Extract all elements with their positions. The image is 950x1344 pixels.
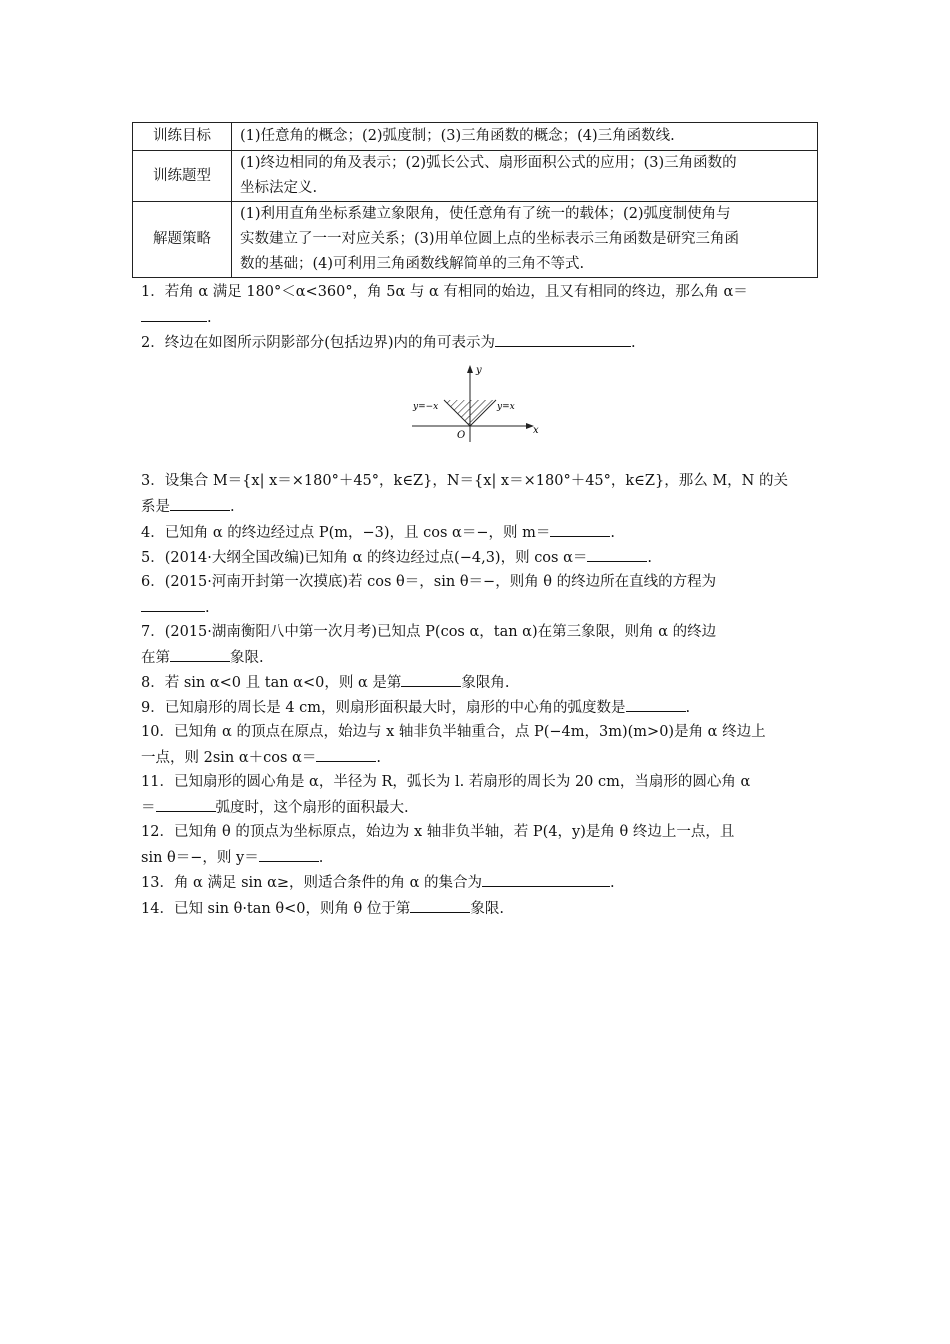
question-text: 在第 — [141, 650, 170, 666]
answer-blank[interactable] — [495, 330, 631, 347]
question-text: 5．(2014·大纲全国改编)已知角 α 的终边经过点(−4,3)，则 cos α＝ — [141, 550, 588, 566]
question-text: . — [376, 750, 381, 766]
question-line — [141, 845, 821, 871]
question-text: sin θ＝−，则 y＝ — [141, 850, 259, 866]
answer-blank[interactable] — [316, 745, 376, 762]
question-10 — [141, 720, 821, 771]
question-text: 13．角 α 满足 sin α≥，则适合条件的角 α 的集合为 — [141, 875, 483, 891]
answer-blank[interactable] — [482, 870, 610, 887]
answer-blank[interactable] — [141, 595, 205, 612]
x-axis-label: x — [533, 425, 539, 436]
row-line: 实数建立了一一对应关系；(3)用单位圆上点的坐标表示三角函数是研究三角函 — [240, 231, 740, 247]
line-label-right: y=x — [497, 402, 515, 412]
answer-blank[interactable] — [550, 520, 610, 537]
table-row — [133, 151, 818, 202]
question-3 — [141, 469, 821, 520]
question-text: . — [685, 700, 691, 716]
shaded-region-figure — [410, 362, 540, 444]
row-line: 坐标法定义. — [240, 180, 318, 196]
question-text: . — [647, 550, 652, 566]
question-text: 系是 — [141, 499, 170, 515]
question-text: 象限角. — [461, 675, 510, 691]
answer-blank[interactable] — [141, 305, 207, 322]
question-text: 象限. — [470, 901, 505, 917]
question-line — [141, 645, 821, 671]
question-text: . — [610, 525, 615, 541]
answer-blank[interactable] — [587, 545, 647, 562]
question-7 — [141, 620, 821, 671]
table-row — [133, 123, 818, 151]
question-8 — [141, 670, 821, 696]
question-text: 8．若 sin α<0 且 tan α<0，则 α 是第 — [141, 675, 402, 691]
answer-blank[interactable] — [410, 896, 470, 913]
row-label: 训练目标 — [133, 123, 232, 151]
question-4 — [141, 520, 821, 546]
question-text: 9．已知扇形的周长是 4 cm，则扇形面积最大时，扇形的中心角的弧度数是 — [141, 700, 626, 716]
row-label: 解题策略 — [133, 202, 232, 278]
question-text: 象限. — [230, 650, 264, 666]
question-text: 3．设集合 M＝{x| x＝×180°＋45°，k∈Z}，N＝{x| x＝×180°＋45°，k∈Z}，那么 M，N 的关 — [141, 473, 788, 489]
question-text: 一点，则 2sin α＋cos α＝ — [141, 750, 317, 766]
origin-label: O — [457, 430, 466, 441]
answer-blank[interactable] — [170, 494, 230, 511]
question-5 — [141, 545, 821, 571]
line-label-left: y=−x — [413, 402, 439, 412]
row-line: (1)利用直角坐标系建立象限角，使任意角有了统一的载体；(2)弧度制使角与 — [240, 206, 731, 222]
y-axis-arrow — [467, 365, 473, 373]
question-text: 1．若角 α 满足 180°＜α<360°，角 5α 与 α 有相同的始边，且又有相同的终边，那么角 α＝ — [141, 284, 748, 300]
question-text: 12．已知角 θ 的顶点为坐标原点，始边为 x 轴非负半轴，若 P(4，y)是角 θ 终边上一点，且 — [141, 824, 735, 840]
question-text: 2．终边在如图所示阴影部分(包括边界)内的角可表示为 — [141, 335, 496, 351]
answer-blank[interactable] — [259, 845, 319, 862]
table-row — [133, 202, 818, 278]
question-9 — [141, 695, 821, 721]
row-content — [232, 123, 818, 151]
question-line — [141, 595, 821, 621]
y-axis-label: y — [476, 365, 482, 376]
question-text: 4．已知角 α 的终边经过点 P(m，−3)，且 cos α＝−，则 m＝ — [141, 525, 551, 541]
question-text: . — [318, 850, 324, 866]
question-14 — [141, 896, 821, 922]
question-line — [141, 745, 821, 771]
row-label: 训练题型 — [133, 151, 232, 202]
question-text: . — [230, 499, 235, 515]
question-text: . — [631, 335, 636, 351]
question-13 — [141, 870, 821, 896]
row-line: (1)任意角的概念；(2)弧度制；(3)三角函数的概念；(4)三角函数线. — [240, 128, 675, 144]
question-line — [141, 795, 821, 821]
question-6 — [141, 570, 821, 621]
question-text: 7．(2015·湖南衡阳八中第一次月考)已知点 P(cos α，tan α)在第三象限，则角 α 的终边 — [141, 624, 717, 640]
question-text: 14．已知 sin θ·tan θ<0，则角 θ 位于第 — [141, 901, 411, 917]
answer-blank[interactable] — [401, 670, 461, 687]
row-line: 数的基础；(4)可利用三角函数线解简单的三角不等式. — [240, 256, 585, 272]
question-11 — [141, 770, 821, 821]
question-1 — [141, 280, 821, 331]
question-line — [141, 305, 821, 331]
question-12 — [141, 820, 821, 871]
answer-blank[interactable] — [626, 695, 686, 712]
question-line — [141, 494, 821, 520]
question-text: . — [207, 310, 212, 326]
row-content — [232, 202, 818, 278]
question-text: 11．已知扇形的圆心角是 α，半径为 R，弧长为 l. 若扇形的周长为 20 cm，当扇形的圆心角 α — [141, 774, 751, 790]
answer-blank[interactable] — [156, 795, 216, 812]
overview-table — [132, 122, 818, 278]
question-text: . — [205, 600, 210, 616]
question-text: 弧度时，这个扇形的面积最大. — [215, 800, 409, 816]
answer-blank[interactable] — [170, 645, 230, 662]
question-text: 6．(2015·河南开封第一次摸底)若 cos θ＝，sin θ＝−，则角 θ 的终边所在直线的方程为 — [141, 574, 717, 590]
question-2 — [141, 330, 821, 356]
question-text: ＝ — [141, 800, 156, 816]
question-text: . — [610, 875, 615, 891]
row-line: (1)终边相同的角及表示；(2)弧长公式、扇形面积公式的应用；(3)三角函数的 — [240, 155, 737, 171]
question-text: 10．已知角 α 的顶点在原点，始边与 x 轴非负半轴重合，点 P(−4m，3m)(m>0)是角 α 终边上 — [141, 724, 766, 740]
row-content — [232, 151, 818, 202]
